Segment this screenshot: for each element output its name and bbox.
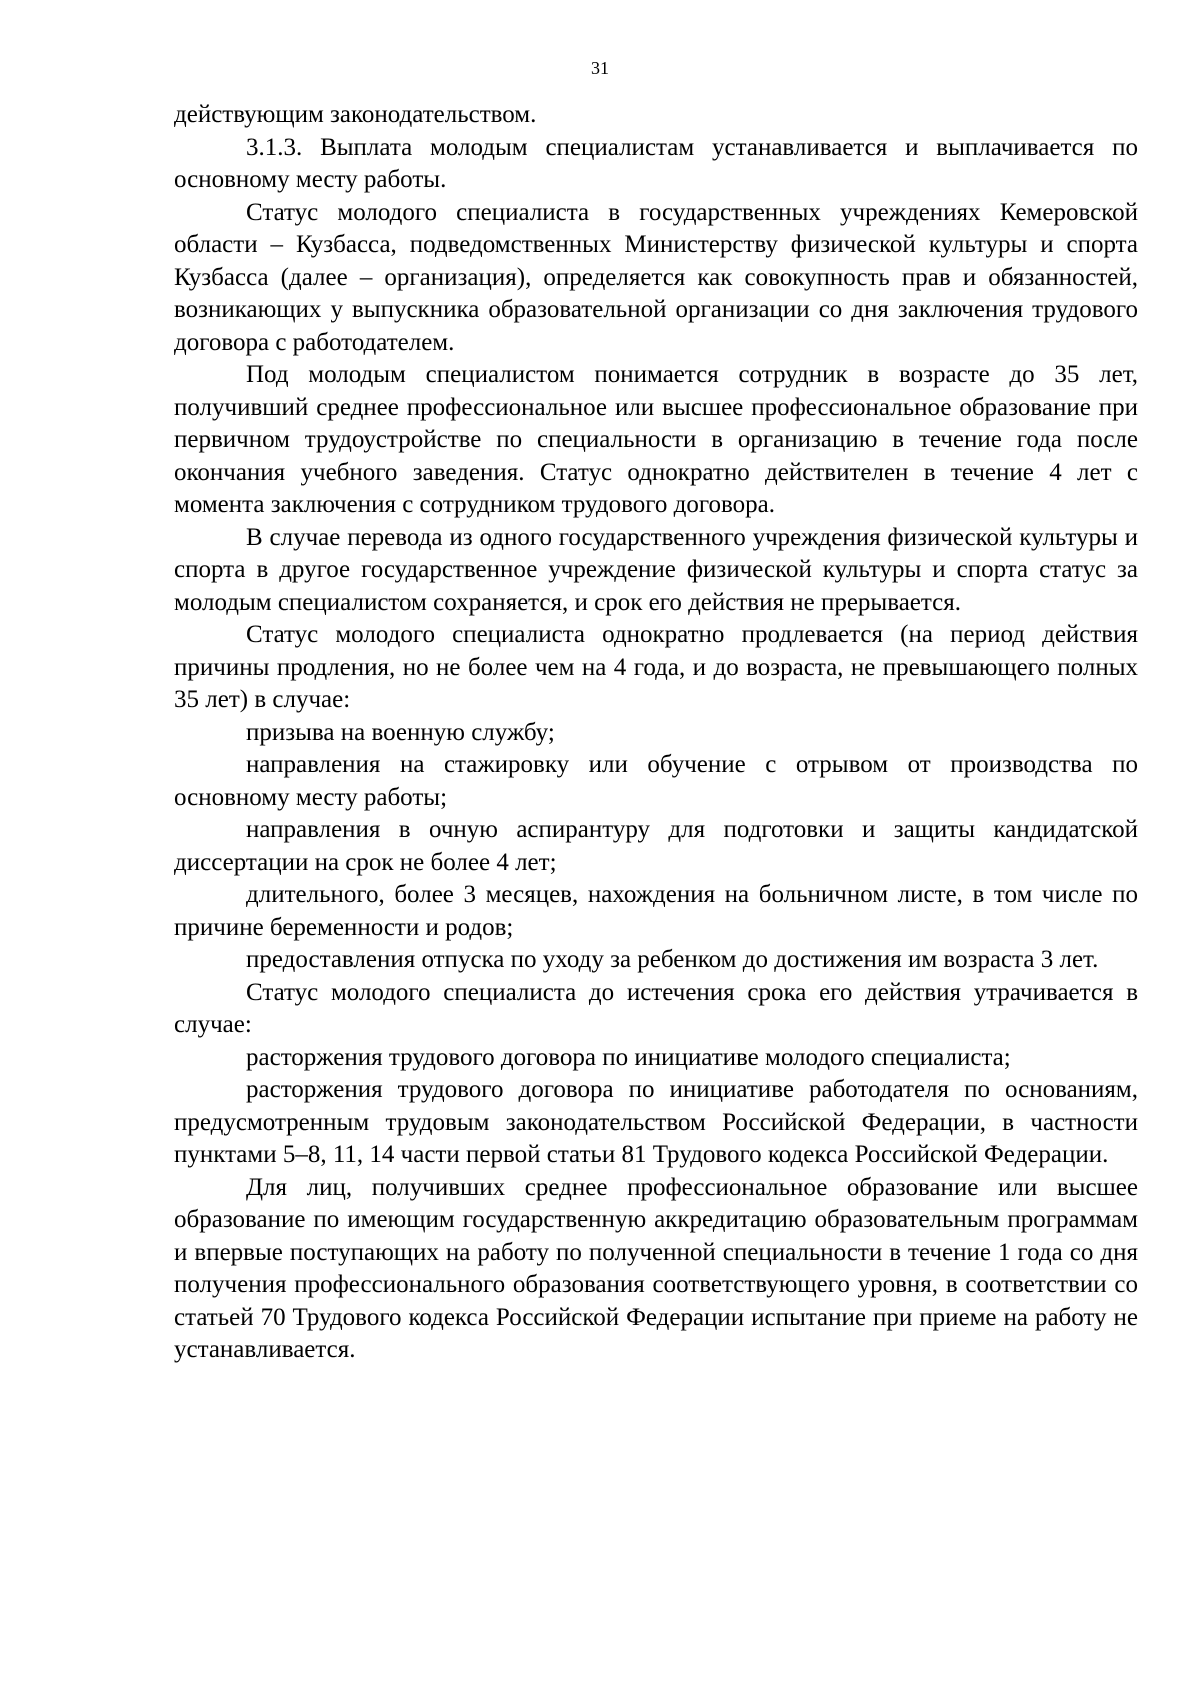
list-item-internship: направления на стажировку или обучение с отрывом от производства по основному месту работы;: [174, 751, 1138, 811]
page-number: 31: [591, 58, 609, 78]
paragraph-continuation: действующим законодательством.: [174, 101, 537, 128]
document-body: [174, 99, 1138, 1367]
list-item-sick-leave: длительного, более 3 месяцев, нахождения на больничном листе, в том числе по причине беременности и родов;: [174, 881, 1138, 941]
list-item-employee-initiative: расторжения трудового договора по инициативе молодого специалиста;: [246, 1043, 1011, 1071]
paragraph-clause-3-1-3: 3.1.3. Выплата молодым специалистам устанавливается и выплачивается по основному месту работы.: [174, 133, 1138, 193]
list-item-employer-initiative: расторжения трудового договора по инициативе работодателя по основаниям, предусмотренным трудовым законодательством Российской Федерации, в частности пунктами 5–8, 11, 14 части первой статьи 81 Трудового кодекса Российской Федерации.: [174, 1076, 1138, 1168]
paragraph-probation: Для лиц, получивших среднее профессиональное образование или высшее образование по имеющим государственную аккредитацию образовательным программам и впервые поступающих на работу по полученной специальности в течение 1 года со дня получения профессионального образования соответствующего уровня, в соответствии со статьей 70 Трудового кодекса Российской Федерации испытание при приеме на работу не устанавливается.: [174, 1173, 1138, 1363]
paragraph-transfer: В случае перевода из одного государственного учреждения физической культуры и спорта в другое государственное учреждение физической культуры и спорта статус за молодым специалистом сохраняется, и срок его действия не прерывается.: [174, 523, 1138, 616]
paragraph-status-extension: Статус молодого специалиста однократно продлевается (на период действия причины продления, но не более чем на 4 года, и до возраста, не превышающего полных 35 лет) в случае:: [174, 621, 1138, 713]
paragraph-status-definition: Статус молодого специалиста в государственных учреждениях Кемеровской области – Кузбасса, подведомственных Министерству физической культуры и спорта Кузбасса (далее – организация), определяется как совокупность прав и обязанностей, возникающих у выпускника образовательной организации со дня заключения трудового договора с работодателем.: [174, 198, 1138, 356]
list-item-postgraduate: направления в очную аспирантуру для подготовки и защиты кандидатской диссертации на срок не более 4 лет;: [174, 816, 1138, 876]
list-item-parental-leave: предоставления отпуска по уходу за ребенком до достижения им возраста 3 лет.: [246, 946, 1099, 973]
list-item-military-service: призыва на военную службу;: [246, 718, 555, 746]
paragraph-young-specialist-definition: Под молодым специалистом понимается сотрудник в возрасте до 35 лет, получивший среднее профессиональное или высшее профессиональное образование при первичном трудоустройстве по специальности в организацию в течение года после окончания учебного заведения. Статус однократно действителен в течение 4 лет с момента заключения с сотрудником трудового договора.: [174, 361, 1138, 518]
paragraph-status-loss: Статус молодого специалиста до истечения срока его действия утрачивается в случае:: [174, 978, 1138, 1038]
